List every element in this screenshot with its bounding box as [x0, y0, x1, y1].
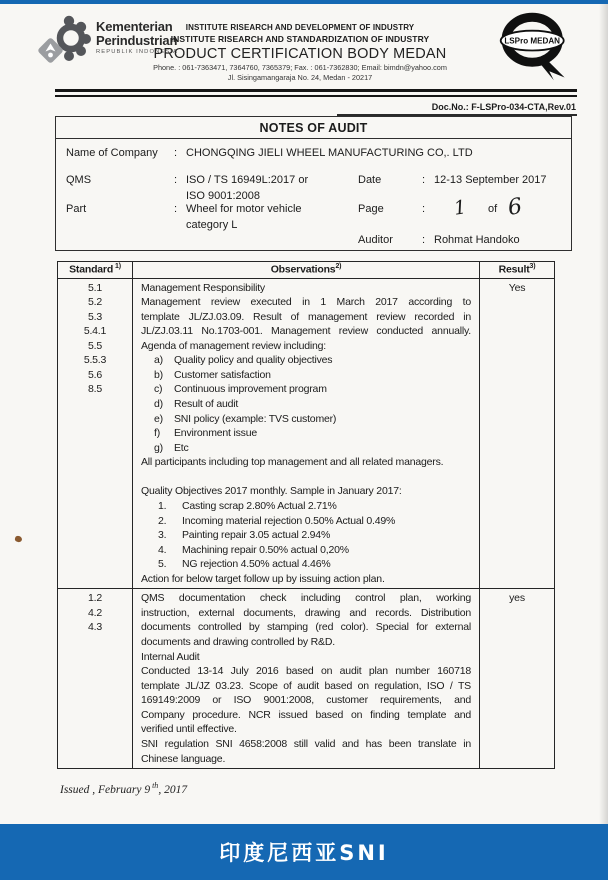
- header-double-rule: [55, 89, 577, 97]
- observation-line: 4. Machining repair 0.50% actual 0,20%: [158, 543, 349, 556]
- observation-line: documents controlled by stamping (red color). Special for external: [141, 621, 471, 634]
- result-value: yes: [509, 592, 525, 605]
- standard-clause: 5.1: [88, 281, 102, 294]
- observation-line: All participants including top management and all related managers.: [141, 456, 444, 469]
- observation-line: 5. NG rejection 4.50% actual 4.46%: [158, 558, 331, 571]
- colon: :: [174, 174, 178, 186]
- observation-line: Action for below target follow up by issuing action plan.: [141, 572, 385, 585]
- observation-line: template JL/ZJ.03.09. Result of management review recorded in: [141, 310, 471, 323]
- page-label: Page: [358, 203, 384, 215]
- certification-body-name: PRODUCT CERTIFICATION BODY MEDAN: [153, 46, 447, 62]
- page-title: NOTES OF AUDIT: [56, 117, 571, 139]
- observation-line: a) Quality policy and quality objectives: [154, 354, 333, 367]
- standard-clause: 5.3: [88, 310, 102, 323]
- part-value-line1: Wheel for motor vehicle: [186, 203, 302, 215]
- observation-line: [141, 470, 471, 485]
- observation-line: c) Continuous improvement program: [154, 383, 327, 396]
- observation-line: Internal Audit: [141, 650, 200, 663]
- institute-line1: INSTITUTE RISEARCH AND DEVELOPMENT OF INDUSTRY: [185, 23, 415, 32]
- standard-clause: 8.5: [88, 383, 102, 396]
- observation-line: Agenda of management review including:: [141, 339, 327, 352]
- observation-line: g) Etc: [154, 441, 189, 454]
- observation-line: 169149:2009 or ISO 9001:2008, customer requirements, and: [141, 694, 471, 707]
- contact-line: Phone. : 061-7363471, 7364760, 7365379; Fax. : 061-7362830; Email: bimdn@yahoo.com: [153, 63, 447, 72]
- observations-column-header: Observations$^{2)}$: [133, 262, 480, 278]
- standard-cell: [58, 589, 133, 768]
- observation-line: 3. Painting repair 3.05 actual 2.94%: [158, 529, 331, 542]
- qms-value-line2: ISO 9001:2008: [186, 190, 261, 202]
- company-value: CHONGQING JIELI WHEEL MANUFACTURING CO,. LTD: [186, 147, 473, 159]
- observation-line: Quality Objectives 2017 monthly. Sample in January 2017:: [141, 485, 402, 498]
- observation-line: QMS documentation check including control plan, working: [141, 592, 471, 605]
- standard-clause: 5.5: [88, 339, 102, 352]
- company-label: Name of Company: [66, 147, 158, 159]
- letterhead: [0, 4, 608, 88]
- observation-line: f) Environment issue: [154, 427, 257, 440]
- qms-value-line1: ISO / TS 16949L:2017 or: [186, 174, 309, 186]
- lspro-logo-text: LSPro MEDAN: [504, 36, 561, 46]
- table-row: [58, 279, 554, 589]
- standard-clause: 4.3: [88, 621, 102, 634]
- standard-clause: 1.2: [88, 592, 102, 605]
- colon: :: [422, 203, 426, 215]
- observation-line: JL/ZJ.03.11 No.1703-001. Management review conducted annually.: [141, 325, 471, 338]
- observation-line: Management Responsibility: [141, 281, 265, 294]
- ministry-gear-logo-icon: [36, 14, 92, 66]
- institute-line2: INSTITUTE RISEARCH AND STANDARDIZATION OF INDUSTRY: [170, 34, 430, 44]
- auditor-label: Auditor: [358, 234, 393, 246]
- doc-number-row: [0, 97, 577, 116]
- ministry-line3: REPUBLIK INDONESIA: [96, 49, 178, 55]
- audit-table: [57, 261, 555, 769]
- standard-clause: 5.2: [88, 296, 102, 309]
- observation-line: documents and drawing controlled by R&D.: [141, 636, 335, 648]
- part-value-line2: category L: [186, 219, 238, 231]
- observation-line: 1. Casting scrap 2.80% Actual 2.71%: [158, 499, 337, 512]
- page-of-label: of: [488, 203, 498, 215]
- banner-caption: 印度尼西亚SNI: [219, 841, 389, 865]
- standard-cell: [58, 279, 133, 589]
- observation-line: Conducted 13-14 July 2016 based on audit plan number 160718: [141, 665, 471, 678]
- address-line: Jl. Sisingamangaraja No. 24, Medan - 20217: [227, 73, 373, 82]
- standard-column-header: Standard $^{1)}$: [58, 262, 133, 278]
- colon: :: [422, 234, 426, 246]
- colon: :: [174, 203, 178, 215]
- table-row: [58, 588, 554, 768]
- observation-line: instruction, external documents, drawing and records. Distribution: [141, 606, 471, 619]
- observation-line: Management review executed in 1 March 2017 according to: [141, 296, 471, 309]
- observation-line: b) Customer satisfaction: [154, 368, 271, 381]
- observations-cell: [133, 279, 480, 589]
- page-total-handwritten: 6: [506, 194, 524, 221]
- colon: :: [422, 174, 426, 186]
- scan-artifact-speck: [14, 535, 22, 543]
- ministry-line2: Perindustrian: [96, 33, 178, 48]
- observation-line: e) SNI policy (example: TVS customer): [154, 412, 337, 425]
- observation-line: template JL/JZ 03.23. Scope of audit based on regulation, ISO / TS: [141, 679, 471, 692]
- standard-clause: 5.5.3: [83, 354, 107, 367]
- result-value: Yes: [508, 281, 526, 294]
- observation-line: SNI regulation SNI 4658:2008 still valid and has been translate in: [141, 737, 471, 750]
- observation-line: Chinese language.: [141, 752, 226, 765]
- lspro-medan-logo-icon: [498, 8, 570, 84]
- bottom-blue-banner: [0, 824, 608, 880]
- observations-cell: [133, 589, 480, 768]
- standard-clause: 5.6: [88, 368, 102, 381]
- qms-label: QMS: [66, 174, 92, 186]
- standard-clause: 5.4.1: [83, 325, 107, 338]
- observation-line: 2. Incoming material rejection 0.50% Actual 0.49%: [158, 514, 396, 527]
- standard-clause: 4.2: [88, 606, 102, 619]
- scan-edge-shadow: [599, 4, 608, 824]
- letterhead-center: [150, 22, 450, 82]
- colon: :: [174, 147, 178, 159]
- result-cell: [480, 279, 554, 589]
- part-label: Part: [66, 203, 87, 215]
- notes-of-audit-box: [55, 116, 572, 251]
- audit-info-form: [56, 139, 571, 250]
- observation-line: d) Result of audit: [154, 398, 239, 410]
- doc-number: Doc.No.: F-LSPro-034-CTA,Rev.01: [337, 102, 577, 116]
- result-column-header: Result$^{3)}$: [498, 263, 536, 276]
- observation-line: Company procedure. NCR issued based on finding template and: [141, 708, 471, 721]
- issued-date-line: Issued , February 9 $^{th}$, 2017: [60, 781, 188, 796]
- date-label: Date: [358, 174, 382, 186]
- date-value: 12-13 September 2017: [434, 174, 547, 186]
- table-body: [58, 279, 554, 769]
- observation-line: verified until effective.: [141, 723, 237, 736]
- page-current-handwritten: 1: [452, 196, 468, 220]
- result-cell: [480, 589, 554, 768]
- table-header-row: [58, 262, 554, 279]
- auditor-value: Rohmat Handoko: [434, 234, 520, 246]
- ministry-line1: Kementerian: [96, 19, 173, 34]
